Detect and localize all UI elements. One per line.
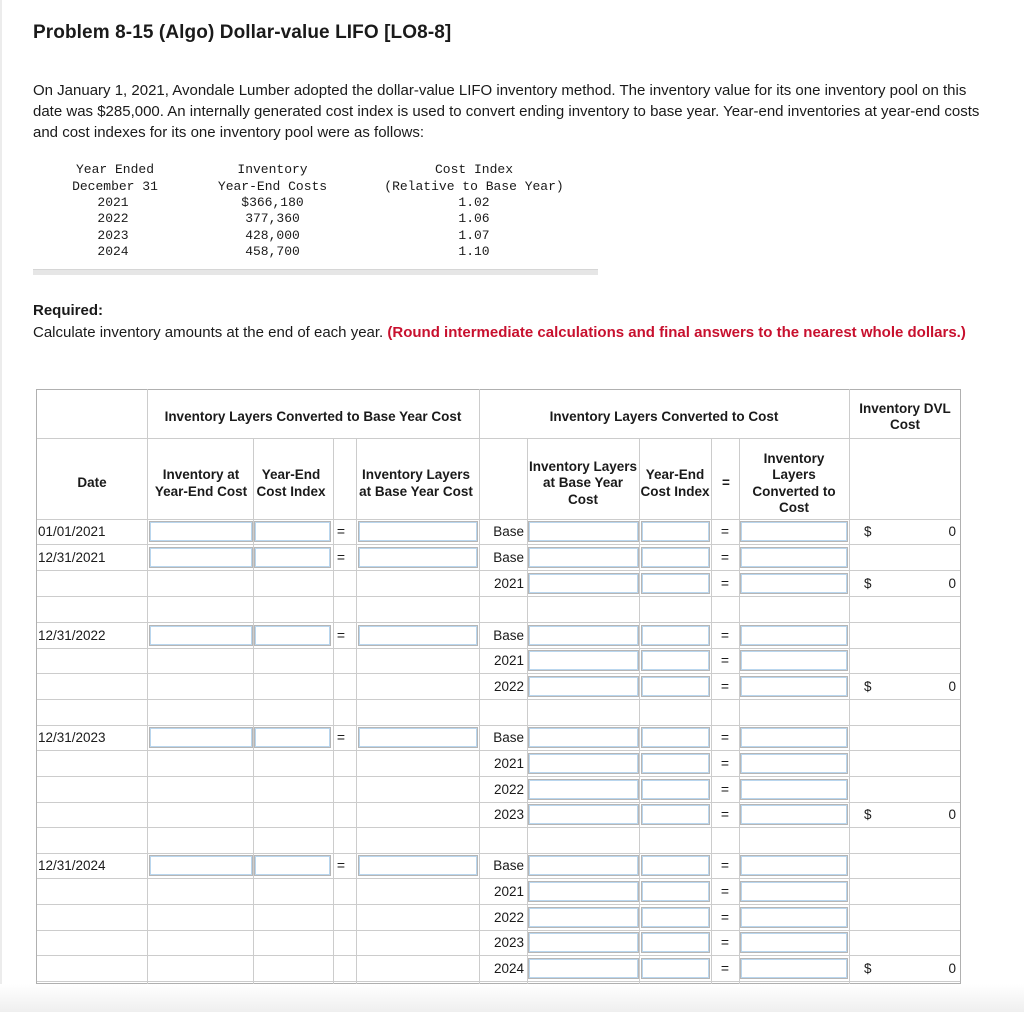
header-equals: = [722, 475, 730, 491]
equals-sign: = [720, 755, 730, 771]
layer-label: 2021 [493, 756, 524, 771]
column-divider [147, 389, 148, 984]
layer-cost-index-input[interactable] [641, 573, 710, 594]
layer-converted-cost-input[interactable] [740, 521, 848, 542]
layer-cost-index-input[interactable] [641, 855, 710, 876]
left-edge [0, 0, 2, 1012]
given-header-cost: Inventory Year-End Costs [217, 162, 328, 194]
layers-base-year-input[interactable] [358, 625, 478, 646]
row-divider [37, 802, 960, 803]
header-group-base-year: Inventory Layers Converted to Base Year Cost [164, 408, 462, 424]
layer-base-year-cost-input[interactable] [528, 779, 639, 800]
layer-base-year-cost-input[interactable] [528, 650, 639, 671]
layer-converted-cost-input[interactable] [740, 727, 848, 748]
row-divider [37, 725, 960, 726]
layer-label: 2021 [493, 653, 524, 668]
required-instruction: Calculate inventory amounts at the end of each year. [33, 324, 384, 341]
layer-base-year-cost-input[interactable] [528, 855, 639, 876]
equals-sign: = [720, 934, 730, 950]
layer-cost-index-input[interactable] [641, 650, 710, 671]
layer-converted-cost-input[interactable] [740, 855, 848, 876]
layer-cost-index-input[interactable] [641, 521, 710, 542]
equals-sign: = [720, 523, 730, 539]
row-divider [37, 776, 960, 777]
layer-converted-cost-input[interactable] [740, 932, 848, 953]
given-year-2022: 2022 [97, 211, 129, 226]
layer-label: 2021 [493, 884, 524, 899]
layer-converted-cost-input[interactable] [740, 676, 848, 697]
layers-base-year-input[interactable] [358, 727, 478, 748]
layers-base-year-input[interactable] [358, 855, 478, 876]
equals-sign: = [720, 857, 730, 873]
equals-sign: = [720, 729, 730, 745]
column-divider [479, 389, 480, 984]
header-layers-base-year: Inventory Layers at Base Year Cost [359, 467, 473, 499]
layer-label: Base [493, 524, 524, 539]
layer-label: Base [493, 550, 524, 565]
layer-converted-cost-input[interactable] [740, 650, 848, 671]
layer-label: 2022 [493, 782, 524, 797]
column-divider [849, 389, 850, 984]
header-ye-cost-index-2: Year-End Cost Index [640, 467, 710, 499]
equals-sign: = [720, 549, 730, 565]
row-divider [37, 648, 960, 649]
inventory-ye-cost-input[interactable] [149, 727, 253, 748]
inventory-ye-cost-input[interactable] [149, 547, 253, 568]
bottom-fade [0, 984, 1024, 1012]
row-divider [37, 878, 960, 879]
row-divider [37, 438, 960, 439]
dollar-sign: $ [864, 961, 872, 976]
given-header-index: Cost Index (Relative to Base Year) [384, 162, 564, 194]
row-date: 01/01/2021 [38, 524, 106, 539]
layer-converted-cost-input[interactable] [740, 779, 848, 800]
page-title: Problem 8-15 (Algo) Dollar-value LIFO [LO8-8] [33, 22, 452, 43]
row-divider [37, 699, 960, 700]
equals-sign: = [720, 627, 730, 643]
equals-sign: = [336, 729, 346, 745]
equals-sign: = [336, 857, 346, 873]
layer-converted-cost-input[interactable] [740, 547, 848, 568]
header-inventory-ye-cost: Inventory at Year-End Cost [154, 467, 248, 499]
row-divider [37, 904, 960, 905]
layer-label: 2022 [493, 910, 524, 925]
dvl-cost-total: 0 [948, 679, 956, 694]
ye-cost-index-input[interactable] [254, 521, 331, 542]
layer-base-year-cost-input[interactable] [528, 804, 639, 825]
inventory-ye-cost-input[interactable] [149, 625, 253, 646]
layer-cost-index-input[interactable] [641, 907, 710, 928]
column-divider [711, 438, 712, 984]
given-index-2024: 1.10 [458, 244, 490, 259]
row-divider [37, 596, 960, 597]
dollar-sign: $ [864, 524, 872, 539]
layer-cost-index-input[interactable] [641, 625, 710, 646]
column-divider [333, 438, 334, 984]
dvl-cost-total: 0 [948, 524, 956, 539]
equals-sign: = [720, 575, 730, 591]
row-divider [37, 981, 960, 982]
layers-base-year-input[interactable] [358, 521, 478, 542]
rounding-note: (Round intermediate calculations and final answers to the nearest whole dollars.) [387, 324, 966, 341]
layer-base-year-cost-input[interactable] [528, 958, 639, 979]
given-header-year: Year Ended December 31 [72, 162, 158, 194]
row-date: 12/31/2023 [38, 730, 106, 745]
row-divider [37, 673, 960, 674]
row-divider [37, 853, 960, 854]
row-date: 12/31/2022 [38, 628, 106, 643]
layer-label: 2023 [493, 807, 524, 822]
given-year-2023: 2023 [97, 228, 129, 243]
given-index-2021: 1.02 [458, 195, 490, 210]
equals-sign: = [720, 806, 730, 822]
layer-base-year-cost-input[interactable] [528, 881, 639, 902]
layer-label: 2024 [493, 961, 524, 976]
given-table-rule [33, 269, 598, 275]
column-divider [253, 438, 254, 984]
layer-cost-index-input[interactable] [641, 932, 710, 953]
row-divider [37, 570, 960, 571]
ye-cost-index-input[interactable] [254, 855, 331, 876]
header-layers-base-year-2: Inventory Layers at Base Year Cost [528, 458, 638, 507]
equals-sign: = [720, 883, 730, 899]
dvl-cost-total: 0 [948, 807, 956, 822]
layer-base-year-cost-input[interactable] [528, 547, 639, 568]
given-year-2024: 2024 [97, 244, 129, 259]
layer-label: 2022 [493, 679, 524, 694]
problem-intro: On January 1, 2021, Avondale Lumber adopted the dollar-value LIFO inventory method. The inventory value for its one inventory pool on this date was $285,000. An internally generated cost index is used to convert ending inventory to base year. Year-end inventories at year-end costs and cost indexes for its one inventory pool were as follows: [33, 82, 980, 141]
row-divider [37, 955, 960, 956]
ye-cost-index-input[interactable] [254, 727, 331, 748]
equals-sign: = [720, 781, 730, 797]
equals-sign: = [336, 627, 346, 643]
inventory-ye-cost-input[interactable] [149, 855, 253, 876]
given-cost-2022: 377,360 [245, 211, 300, 226]
layer-label: 2021 [493, 576, 524, 591]
required-text [33, 322, 993, 343]
header-ye-cost-index: Year-End Cost Index [256, 467, 326, 499]
equals-sign: = [720, 960, 730, 976]
given-cost-2021: $366,180 [241, 195, 304, 210]
layer-base-year-cost-input[interactable] [528, 676, 639, 697]
equals-sign: = [720, 678, 730, 694]
header-date: Date [77, 475, 107, 491]
layer-converted-cost-input[interactable] [740, 804, 848, 825]
layer-converted-cost-input[interactable] [740, 881, 848, 902]
layer-base-year-cost-input[interactable] [528, 753, 639, 774]
layer-converted-cost-input[interactable] [740, 753, 848, 774]
layer-base-year-cost-input[interactable] [528, 932, 639, 953]
layer-label: Base [493, 858, 524, 873]
layer-base-year-cost-input[interactable] [528, 625, 639, 646]
given-year-2021: 2021 [97, 195, 129, 210]
layer-cost-index-input[interactable] [641, 958, 710, 979]
layer-label: 2023 [493, 935, 524, 950]
row-divider [37, 544, 960, 545]
inventory-ye-cost-input[interactable] [149, 521, 253, 542]
row-divider [37, 622, 960, 623]
given-index-2023: 1.07 [458, 228, 490, 243]
row-date: 12/31/2024 [38, 858, 106, 873]
row-divider [37, 930, 960, 931]
dvl-cost-total: 0 [948, 961, 956, 976]
column-divider [356, 438, 357, 984]
given-cost-2024: 458,700 [245, 244, 300, 259]
required-heading: Required: [33, 302, 104, 319]
equals-sign: = [720, 909, 730, 925]
layer-label: Base [493, 628, 524, 643]
dollar-sign: $ [864, 679, 872, 694]
layer-converted-cost-input[interactable] [740, 625, 848, 646]
column-divider [527, 438, 528, 984]
equals-sign: = [720, 652, 730, 668]
header-group-cost: Inventory Layers Converted to Cost [549, 408, 779, 424]
layer-converted-cost-input[interactable] [740, 958, 848, 979]
header-layers-converted: Inventory Layers Converted to Cost [752, 450, 836, 515]
layer-cost-index-input[interactable] [641, 881, 710, 902]
layer-base-year-cost-input[interactable] [528, 521, 639, 542]
equals-sign: = [336, 549, 346, 565]
dollar-sign: $ [864, 807, 872, 822]
layer-cost-index-input[interactable] [641, 753, 710, 774]
layer-label: Base [493, 730, 524, 745]
column-divider [639, 438, 640, 984]
row-divider [37, 827, 960, 828]
layer-cost-index-input[interactable] [641, 547, 710, 568]
row-date: 12/31/2021 [38, 550, 106, 565]
layer-cost-index-input[interactable] [641, 727, 710, 748]
layers-base-year-input[interactable] [358, 547, 478, 568]
equals-sign: = [336, 523, 346, 539]
layer-base-year-cost-input[interactable] [528, 727, 639, 748]
given-cost-2023: 428,000 [245, 228, 300, 243]
ye-cost-index-input[interactable] [254, 547, 331, 568]
ye-cost-index-input[interactable] [254, 625, 331, 646]
dvl-cost-total: 0 [948, 576, 956, 591]
row-divider [37, 750, 960, 751]
layer-cost-index-input[interactable] [641, 804, 710, 825]
given-index-2022: 1.06 [458, 211, 490, 226]
layer-converted-cost-input[interactable] [740, 907, 848, 928]
dollar-sign: $ [864, 576, 872, 591]
layer-base-year-cost-input[interactable] [528, 907, 639, 928]
layer-base-year-cost-input[interactable] [528, 573, 639, 594]
layer-cost-index-input[interactable] [641, 676, 710, 697]
header-group-dvl: Inventory DVL Cost [859, 400, 951, 432]
layer-cost-index-input[interactable] [641, 779, 710, 800]
layer-converted-cost-input[interactable] [740, 573, 848, 594]
